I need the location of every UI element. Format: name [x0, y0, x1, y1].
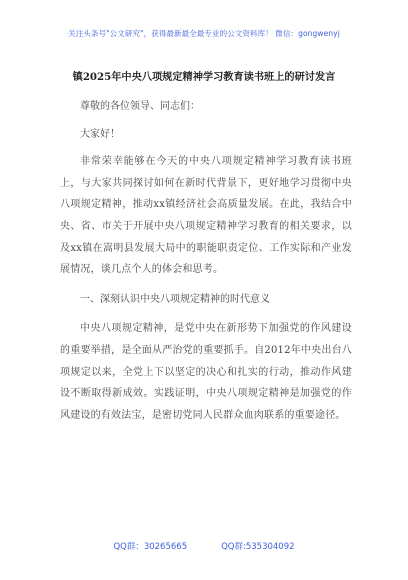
header-banner: 关注头条号"公文研究"，获得最新最全最专业的公文资料库！ 微信：gongwenyj	[68, 29, 340, 38]
intro-paragraph: 非常荣幸能够在今天的中央八项规定精神学习教育读书班上，与大家共同探讨如何在新时代背景下，更好地学习贯彻中央八项规定精神，推动xx镇经济社会高质量发展。在此，我结合中央、省、市关于开展中央八项规定精神学习教育的相关要求，以及xx镇在嵩明县发展大局中的职能职责定位、工作实际和产业发展情况，谈几点个人的体会和思考。	[60, 156, 352, 276]
document-body	[60, 96, 352, 434]
section-heading: 一、深刻认识中央八项规定精神的时代意义	[80, 293, 270, 305]
footer	[0, 540, 408, 552]
footer-qq-group-1: QQ群：30265665	[113, 542, 188, 552]
salutation: 尊敬的各位领导、同志们：	[80, 101, 200, 112]
section-paragraph: 中央八项规定精神，是党中央在新形势下加强党的作风建设的重要举措，是全面从严治党的重要抓手。自2012年中央出台八项规定以来，全党上下以坚定的决心和扎实的行动，推动作风建设不断取得新成效。实践证明，中央八项规定精神是加强党的作风建设的有效法宝，是密切党同人民群众血肉联系的重要途径。	[60, 323, 352, 421]
footer-qq-group-2: QQ群:535304092	[221, 542, 295, 552]
document-title: 镇2025年中央八项规定精神学习教育读书班上的研讨发言	[72, 71, 336, 83]
greeting: 大家好！	[80, 128, 120, 140]
